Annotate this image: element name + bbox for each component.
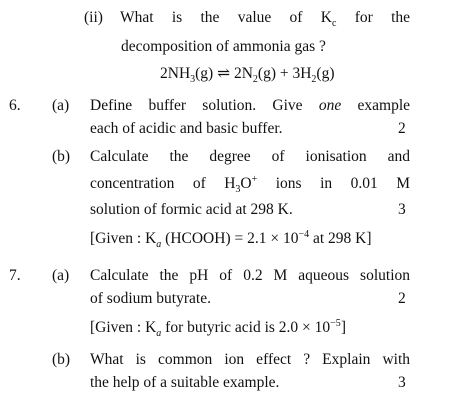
- q6-a-label: (a): [52, 97, 70, 114]
- q5-part-label: (ii): [84, 9, 103, 26]
- q6-b-line-3: solution of formic acid at 298 K.: [90, 201, 293, 218]
- q6-b-given: [90, 229, 372, 249]
- q7-a-line-1: Calculate the pH of 0.2 M aqueous solution: [90, 267, 410, 284]
- q6-b-line-2: concentration of $H_3O^+$ ions in 0.01 M: [90, 173, 410, 196]
- q7-a-line-2: of sodium butyrate.: [90, 290, 211, 307]
- q7-number: 7.: [9, 267, 21, 284]
- q6-a-line1-start: Define buffer solution. Give: [90, 97, 303, 114]
- q6-a-line1-italic: one: [318, 97, 342, 114]
- q6-number: 6.: [9, 97, 21, 114]
- q5-equation: $2NH_3(g)$ ⇌ $2N_2(g) + 3H_2(g)$: [160, 65, 335, 86]
- q5-line1-sub: c: [331, 18, 337, 30]
- q6-b-marks: 3: [398, 201, 406, 218]
- q6-a-line-1: [90, 96, 410, 116]
- q5-line1-text: What is the value of K: [120, 9, 332, 26]
- q6-b-given-sub: a: [156, 239, 162, 251]
- q5-line-2: decomposition of ammonia gas ?: [121, 38, 326, 55]
- q6-b-line-1: Calculate the degree of ionisation and: [90, 148, 410, 165]
- q6-a-marks: 2: [398, 120, 406, 137]
- q7-a-label: (a): [52, 267, 70, 284]
- q6-b-line2-start: concentration of H: [90, 175, 236, 192]
- q7-b-line-1: What is common ion effect ? Explain with: [90, 351, 410, 368]
- q7-b-marks: 3: [398, 374, 406, 391]
- q5-line1-tail: for the: [354, 9, 411, 26]
- q7-a-marks: 2: [398, 290, 406, 307]
- q6-a-line-2: each of acidic and basic buffer.: [90, 120, 283, 137]
- q5-line-1: [120, 8, 410, 28]
- q7-a-given: [90, 318, 346, 338]
- q6-b-line2-end: ions in 0.01 M: [275, 175, 410, 192]
- q7-b-line-2: the help of a suitable example.: [90, 374, 280, 391]
- q7-a-given-sub: a: [156, 328, 162, 340]
- q6-b-given-tail: at 298 K]: [312, 230, 372, 247]
- q7-b-label: (b): [52, 351, 71, 368]
- q6-b-label: (b): [52, 148, 71, 165]
- q6-b-given-rest: (HCOOH) = 2.1 × 10: [165, 230, 299, 247]
- q6-b-given-exp: −4: [298, 228, 310, 240]
- q7-a-given-tail: ]: [340, 319, 346, 336]
- q7-a-given-rest: for butyric acid is 2.0 × 10: [165, 319, 331, 336]
- q6-b-given-text: [Given : K: [90, 230, 157, 247]
- q6-a-line1-end: example: [357, 97, 411, 114]
- q7-a-given-exp: −5: [330, 317, 341, 329]
- q7-a-given-text: [Given : K: [90, 319, 157, 336]
